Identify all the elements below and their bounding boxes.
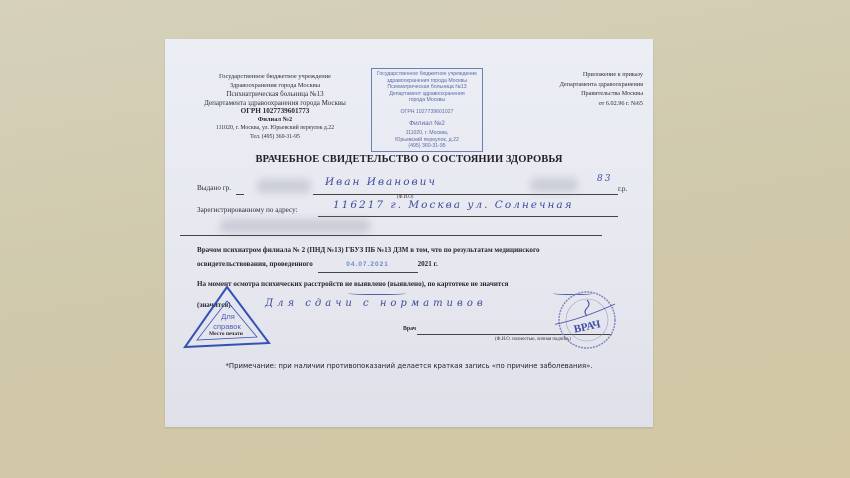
doctor-label: Врач bbox=[403, 326, 417, 332]
stamp-line-5: города Москвы bbox=[408, 97, 446, 104]
issuer-ogrn: ОГРН 1027739601773 bbox=[240, 107, 310, 115]
redacted-birth bbox=[530, 178, 578, 192]
issuer-line-4: Департамента здравоохранения города Москвы bbox=[204, 98, 346, 107]
issuer-header bbox=[195, 73, 355, 141]
underline-not-detected bbox=[348, 291, 406, 295]
issuer-line-2: Здравоохранения города Москвы bbox=[229, 81, 321, 89]
redacted-surname bbox=[257, 179, 311, 193]
issuer-branch: Филиал №2 bbox=[257, 115, 293, 123]
address-line-2 bbox=[180, 235, 602, 236]
issuer-line-3: Психиатрическая больница №13 bbox=[226, 90, 324, 98]
stamp-phone: (495) 360-31-95 bbox=[408, 143, 446, 150]
stamp-line-1: Государственное бюджетное учреждение bbox=[376, 71, 478, 77]
paragraph-line-2 bbox=[197, 257, 637, 273]
stamp-ogrn: ОГРН 1027739601027 bbox=[400, 108, 454, 115]
order-line-4: от 6.02.96 г. №65 bbox=[598, 99, 643, 107]
order-reference bbox=[503, 70, 643, 108]
footnote: *Примечание: при наличии противопоказаний делается краткая запись «по причине заболевания». bbox=[225, 362, 593, 370]
stamp-branch: Филиал №2 bbox=[409, 119, 445, 127]
paragraph-examination bbox=[197, 243, 637, 273]
listed-text: (значится). bbox=[197, 301, 233, 309]
handwritten-birth-year: 83 bbox=[597, 174, 613, 184]
paragraph-line-1: Врачом психиатром филиала № 2 (ПНД №13) ГБУЗ ПБ №13 ДЗМ в том, что по результатам медицинского bbox=[197, 246, 540, 254]
issuer-phone: Тел. (495) 360-31-95 bbox=[250, 133, 300, 140]
exam-date: 04.07.2021 bbox=[346, 261, 389, 268]
stamp-line-3: Психиатрическая больница №13 bbox=[387, 84, 467, 91]
order-line-1: Приложение к приказу bbox=[582, 71, 643, 78]
medical-certificate-paper bbox=[165, 39, 653, 427]
round-doctor-stamp-icon bbox=[555, 286, 617, 352]
exam-year: 2021 г. bbox=[417, 260, 438, 268]
fio-caption: (Ф.И.О) bbox=[397, 195, 414, 200]
handwritten-name: Иван Иванович bbox=[325, 176, 437, 188]
doctor-caption: (Ф.И.О. полностью, личная подпись) bbox=[495, 337, 571, 342]
triangle-stamp-icon bbox=[183, 285, 271, 349]
issuer-address: 111020, г. Москва, ул. Юрьевский переулок д.22 bbox=[215, 125, 335, 131]
redacted-address-2 bbox=[220, 219, 370, 233]
address-label: Зарегистрированному по адресу: bbox=[197, 206, 298, 214]
order-line-2: Департамента здравоохранения bbox=[559, 80, 643, 88]
order-line-3: Правительства Москвы bbox=[581, 90, 643, 97]
handwritten-address: 116217 г. Москва ул. Солнечная bbox=[333, 199, 574, 211]
document-title: ВРАЧЕБНОЕ СВИДЕТЕЛЬСТВО О СОСТОЯНИИ ЗДОРОВЬЯ bbox=[255, 154, 563, 165]
triangle-stamp-line-1: Для bbox=[221, 312, 235, 321]
issuer-line-1: Государственное бюджетное учреждение bbox=[219, 73, 331, 80]
stamp-line-4: Департамент здравоохранения bbox=[389, 90, 465, 97]
triangle-stamp-line-2: справок bbox=[213, 322, 241, 331]
address-line bbox=[318, 216, 618, 217]
stamp-address-2: Юрьевский переулок, д.22 bbox=[395, 136, 459, 143]
institution-stamp bbox=[371, 68, 483, 152]
seal-place-label: Место печати bbox=[209, 331, 243, 337]
issued-line-short bbox=[236, 194, 244, 195]
stamp-address-1: 111020, г. Москва, bbox=[405, 130, 449, 137]
handwritten-purpose: Для сдачи с нормативов bbox=[265, 298, 487, 309]
issued-line bbox=[313, 194, 618, 195]
issued-label: Выдано гр. bbox=[197, 184, 232, 192]
paragraph-findings: На момент осмотра психических расстройств не выявлено (выявлено), по картотеке не значится bbox=[197, 280, 509, 288]
round-stamp-text: ВРАЧ bbox=[572, 318, 602, 336]
birth-suffix: г.р. bbox=[618, 185, 628, 193]
exam-date-field bbox=[318, 257, 418, 273]
paragraph-line-2-text: освидетельствования, проведенного bbox=[197, 260, 313, 268]
stamp-line-2: здравоохранения города Москвы bbox=[387, 77, 467, 84]
